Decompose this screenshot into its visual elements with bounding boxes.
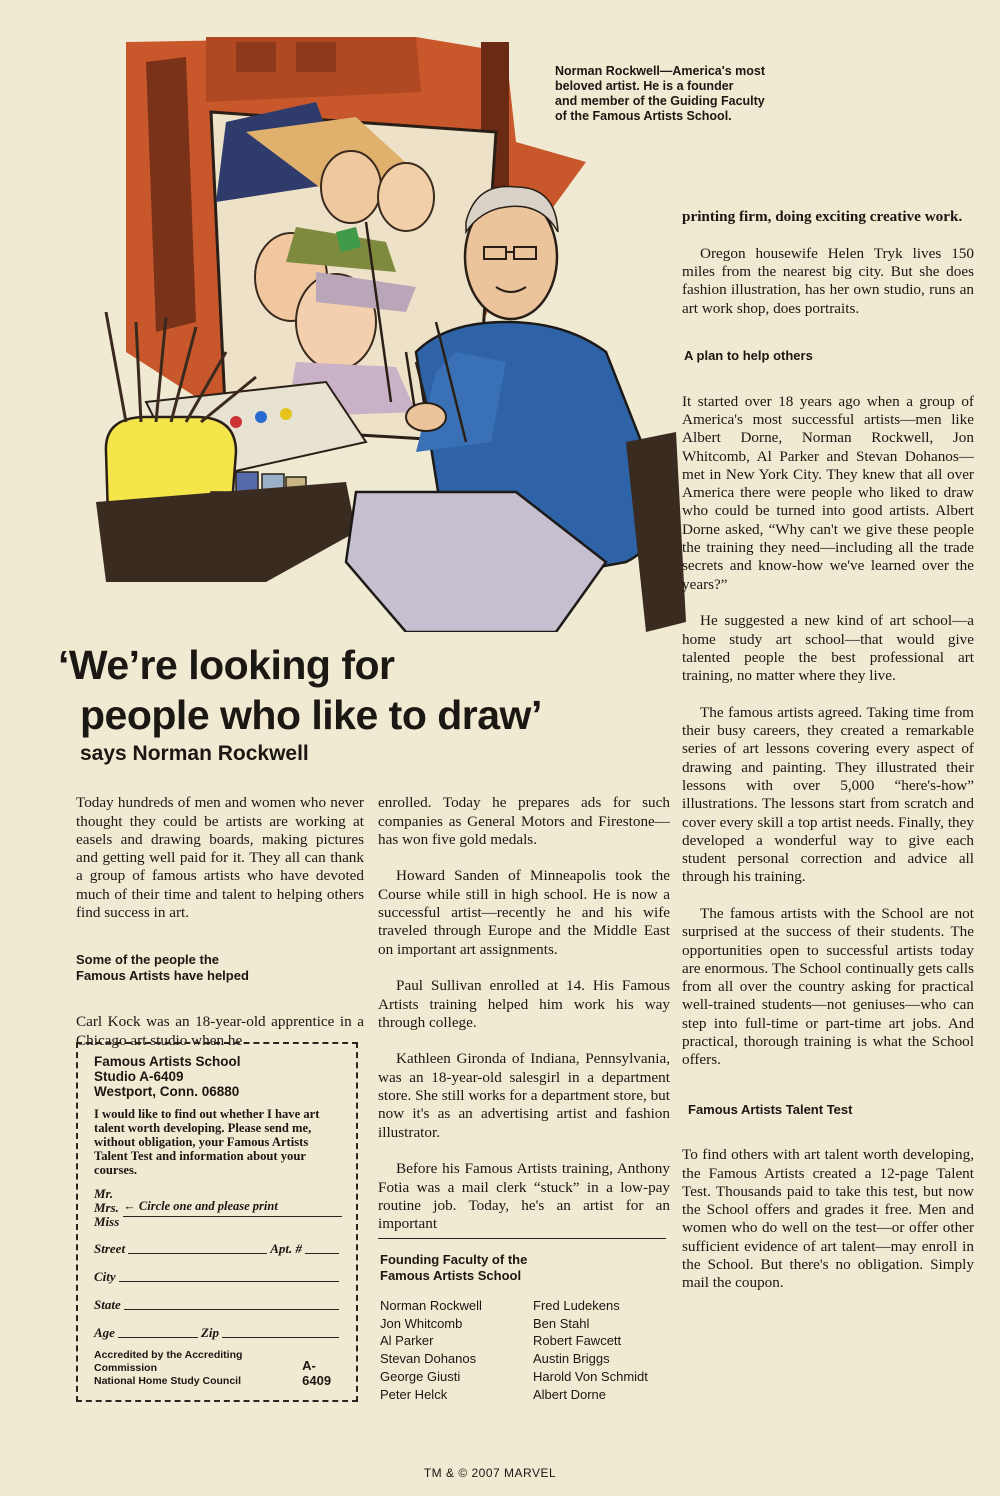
faculty-heading: Founding Faculty of the Famous Artists School: [380, 1252, 528, 1283]
column-2: [378, 776, 670, 1252]
street-field[interactable]: [128, 1253, 267, 1254]
faculty-member: Peter Helck: [380, 1386, 448, 1402]
col2-paragraph-3: Paul Sullivan enrolled at 14. His Famous Artists training helped him work his way through college.: [378, 977, 670, 1031]
faculty-list-right: [533, 1297, 683, 1403]
subheadline: says Norman Rockwell: [80, 742, 309, 765]
city-label: City: [94, 1269, 116, 1284]
coupon-code: A-6409: [302, 1358, 332, 1388]
col3-paragraph-2: Oregon housewife Helen Tryk lives 150 miles from the nearest big city. But she does fashion illustration, has her own studio, runs an art work shop, does portraits.: [682, 244, 974, 317]
copyright-footer: TM & © 2007 MARVEL: [423, 1466, 557, 1480]
section-heading-helped: Some of the people the Famous Artists have helped: [76, 952, 249, 983]
column-3: [682, 190, 974, 1311]
faculty-member: Fred Ludekens: [533, 1298, 620, 1313]
age-zip-row[interactable]: [94, 1325, 342, 1341]
coupon-request-text: I would like to find out whether I have art talent worth developing. Please send me, without obligation, your Famous Artists Talent Test and information about your courses.: [94, 1107, 320, 1177]
faculty-member: Norman Rockwell: [380, 1298, 482, 1313]
col2-paragraph-5: Before his Famous Artists training, Anthony Fotia was a mail clerk “stuck” in a low-pay routine job. Today, he's an artist for an important: [378, 1160, 670, 1233]
faculty-list-left: [380, 1297, 530, 1403]
city-row[interactable]: [94, 1269, 342, 1285]
faculty-member: Albert Dorne: [533, 1386, 606, 1402]
street-label: Street: [94, 1241, 126, 1256]
apt-field[interactable]: [305, 1253, 339, 1254]
carl-kock-paragraph: Carl Kock was an 18-year-old apprentice in a Chicago art studio when he: [76, 1013, 364, 1049]
faculty-member: Stevan Dohanos: [380, 1351, 477, 1367]
accreditation-note: Accredited by the Accrediting Commission National Home Study Council: [94, 1349, 243, 1387]
age-field[interactable]: [118, 1337, 198, 1338]
intro-paragraph: Today hundreds of men and women who never thought they could be artists are working at easels and drawing boards, making pictures and getting well paid for it. They all can thank a group of famous artists who have devoted much of their time and talent to helping others find success in art.: [76, 794, 364, 922]
faculty-member: Austin Briggs: [533, 1351, 610, 1367]
plan-heading: A plan to help others: [684, 348, 813, 364]
mail-in-coupon[interactable]: [76, 1042, 358, 1402]
state-row[interactable]: [94, 1297, 342, 1313]
col3-paragraph-4: He suggested a new kind of art school—a home study art school—that would give talented people the best professional art training, no matter where they live.: [682, 612, 974, 685]
coupon-address: Famous Artists School Studio A-6409 Westport, Conn. 06880: [94, 1054, 241, 1099]
salutation-options[interactable]: Mr. Mrs. Miss: [94, 1186, 120, 1229]
state-field[interactable]: [124, 1309, 339, 1310]
salutation-row[interactable]: [94, 1187, 342, 1229]
col2-paragraph-1: enrolled. Today he prepares ads for such companies as General Motors and Firestone—has won five gold medals.: [378, 794, 670, 848]
col3-paragraph-5: The famous artists agreed. Taking time from their busy careers, they created a remarkable series of art lessons covering every aspect of drawing and painting. They illustrated their lessons with over 5,000 “here's-how” illustrations. The lessons start from scratch and cover every skill a top artist needs. Finally, they developed a wonderful way to give each student personal correction and advice all through his training.: [682, 703, 974, 886]
faculty-member: George Giusti: [380, 1368, 461, 1384]
zip-field[interactable]: [222, 1337, 339, 1338]
faculty-member: Ben Stahl: [533, 1315, 590, 1331]
headline-line-1: ‘We’re looking for: [58, 642, 395, 688]
col3-paragraph-1: printing firm, doing exciting creative work.: [682, 208, 963, 226]
age-label: Age: [94, 1325, 115, 1340]
column-1: [76, 776, 364, 941]
circle-instruction: ← Circle one and please print: [123, 1199, 342, 1217]
illustration-caption: Norman Rockwell—America's most beloved artist. He is a founder and member of the Guiding Faculty of the Famous Artists School.: [555, 64, 765, 123]
headline: [58, 640, 658, 740]
col3-paragraph-7: To find others with art talent worth developing, the Famous Artists created a 12-page Talent Test. Thousands paid to take this test, but now the School offers and grades it free. Men and women who do well on the test—or offer other sufficient evidence of art talent—may enroll in the School. But there's no obligation. Simply mail the coupon.: [682, 1146, 974, 1292]
apt-label: Apt. #: [270, 1241, 302, 1256]
col2-paragraph-4: Kathleen Gironda of Indiana, Pennsylvania, was an 18-year-old salesgirl in a department store. She still works for a department store, but now it's as an advertising artist and fashion illustrator.: [378, 1050, 670, 1141]
col2-paragraph-2: Howard Sanden of Minneapolis took the Course while still in high school. He is now a successful artist—recently he and his wife traveled through Europe and the Middle East on important art assignments.: [378, 867, 670, 958]
city-field[interactable]: [119, 1281, 339, 1282]
faculty-member: Al Parker: [380, 1333, 434, 1349]
col3-paragraph-3: It started over 18 years ago when a group of America's most successful artists—men like Albert Dorne, Norman Rockwell, Jon Whitcomb, Al Parker and Stevan Dohanos—met in New York City. They knew that all over America there were people who liked to draw who could be turned into good artists. Albert Dorne asked, “Why can't we give these people the training they need—including all the trade secrets and know-how we've learned over the years?”: [682, 392, 974, 593]
street-row[interactable]: [94, 1241, 342, 1257]
faculty-rule: [378, 1238, 666, 1239]
faculty-member: Jon Whitcomb: [380, 1315, 463, 1331]
faculty-member: Harold Von Schmidt: [533, 1368, 648, 1384]
state-label: State: [94, 1297, 121, 1312]
talent-test-heading: Famous Artists Talent Test: [688, 1101, 853, 1117]
faculty-member: Robert Fawcett: [533, 1333, 622, 1349]
headline-line-2: people who like to draw’: [80, 692, 542, 738]
col3-paragraph-6: The famous artists with the School are not surprised at the success of their students. The opportunities open to successful artists today are enormous. The School continually gets calls from all over the country asking for practical well-trained students—not geniuses—who can step into full-time or part-time art jobs. And practical, thorough training is what the School offers.: [682, 904, 974, 1069]
zip-label: Zip: [200, 1325, 220, 1340]
